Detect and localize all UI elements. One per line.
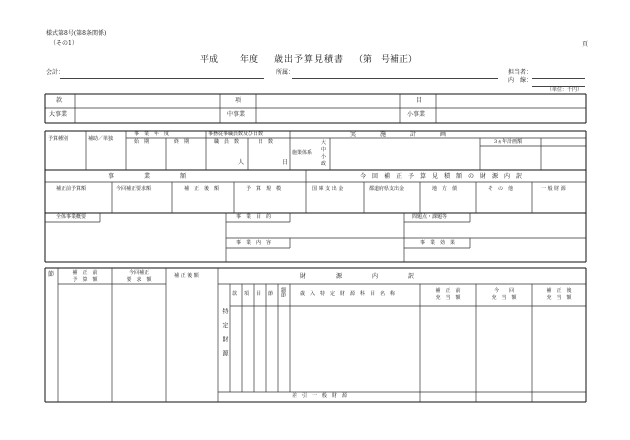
- title-supplement: （第 号補正）: [354, 55, 418, 65]
- chihousai-label: 地 方 債: [432, 186, 458, 192]
- jigyou-mokuteki-input[interactable]: [226, 222, 404, 238]
- hoseimae-yosan-label: 補 正 前 予 算 額: [72, 270, 98, 283]
- nin-unit: 人: [238, 159, 245, 166]
- kou-col-label: 項: [244, 291, 250, 297]
- yosan-kibo-label: 予 算 規 模: [246, 186, 282, 192]
- hoseimae-juutou-label: 補 正 前 充 当 額: [435, 288, 461, 301]
- kan-label: 款: [56, 97, 63, 104]
- unit-note: （単位：千円）: [547, 87, 583, 93]
- page-title: 歳出予算見積書: [274, 55, 345, 65]
- nichi-unit: 日: [282, 159, 289, 166]
- jigyou-kouka-label: 事 業 効 果: [420, 240, 456, 246]
- tokutei-zaigen-label: 特定財源: [221, 308, 228, 364]
- shiki-label: 始 期: [134, 139, 150, 145]
- konkai-yokyuu-label: 今回補正要求額: [116, 186, 152, 192]
- mondaiten-input[interactable]: [404, 222, 586, 238]
- hoseigo-label: 補 正 後 額: [184, 186, 220, 192]
- ippan-zaigen-label: 一 般 財 源: [541, 186, 566, 192]
- saisetsu-col-label: 細節: [280, 287, 286, 297]
- person-in-charge-label: 担当者：: [508, 69, 533, 76]
- hojo-tandoku-label: 補助／単独: [88, 136, 114, 142]
- zentai-gaiyou-input[interactable]: [45, 222, 226, 262]
- shou-jigyou-label: 小事業: [407, 111, 426, 118]
- jigyou-naiyou-input[interactable]: [226, 248, 404, 262]
- shuuki-label: 終 期: [174, 139, 190, 145]
- jigyou-naiyou-label: 事 業 内 容: [236, 240, 272, 246]
- shisetsu-taikei-label: 施策体系: [292, 150, 313, 156]
- kan-col-label: 款: [232, 291, 238, 297]
- kokko-label: 国 庫 支 出 金: [312, 186, 344, 192]
- nissuu-label: 日 数: [258, 139, 274, 145]
- accounting-label: 会計：: [46, 69, 65, 76]
- konkai-juutou-label: 今 回 充 当 額: [491, 288, 517, 301]
- konkai-zaigen-label: 今 回 補 正 予 算 見 積 額 の 財 源 内 訳: [360, 173, 523, 180]
- todoufuken-label: 都道府県支出金: [369, 186, 405, 192]
- zaigen-uchiwake-label: 財 源 内 訳: [300, 273, 415, 280]
- sonota-label: そ の 他: [488, 186, 514, 192]
- jisshi-keikaku-label: 実 施 計 画: [350, 131, 447, 138]
- staff-header-label: 事務従事職員数及び日数: [208, 131, 264, 137]
- extension-label: 内 線：: [508, 77, 533, 84]
- jigyou-nendo-label: 事 業 年 度: [134, 131, 170, 137]
- form-sub-number: （その1）: [50, 40, 78, 47]
- hoseimae-label: 補正前予算額: [56, 186, 87, 192]
- moku-label: 目: [416, 97, 423, 104]
- shou-jigyou-input[interactable]: [436, 108, 586, 123]
- sainyuu-tokutei-label: 歳 入 特 定 財 源 科 目 名 称: [300, 291, 396, 297]
- kan-input[interactable]: [75, 94, 220, 108]
- sashihiki-label: 差 引 一 般 財 源: [292, 393, 348, 399]
- hoseigo-juutou-label: 補 正 後 充 当 額: [546, 288, 572, 301]
- shokuin-suu-label: 職 員 数: [214, 139, 240, 145]
- zentai-gaiyou-label: 全体事業概要: [56, 214, 87, 220]
- jigyou-mokuteki-label: 事 業 目 的: [236, 214, 272, 220]
- sankanen-label: 3ヵ年計画額: [494, 139, 523, 145]
- mondaiten-label: 問題点・課題等: [412, 214, 448, 220]
- page-label: 頁: [582, 41, 589, 48]
- title-year: 年度: [240, 55, 259, 65]
- dai-jigyou-input[interactable]: [75, 108, 220, 123]
- jurisdiction-label: 所属：: [276, 69, 295, 76]
- title-era: 平成: [200, 55, 219, 65]
- chuu-jigyou-label: 中事業: [227, 111, 246, 118]
- shou-label: 小: [321, 154, 327, 160]
- hoseigo-gaku-label: 補 正 後 額: [174, 273, 199, 279]
- form-number: 様式第8号(第8条関係): [46, 30, 107, 37]
- dai-jigyou-label: 大事業: [49, 111, 68, 118]
- kou-label: 項: [235, 97, 242, 104]
- konkai-hosei-yokyuu-label: 今回補正 要 求 額: [126, 270, 152, 283]
- moku-col-label: 目: [256, 291, 262, 297]
- moku-input[interactable]: [436, 94, 586, 108]
- jigyou-kouka-input[interactable]: [404, 248, 586, 262]
- jigyou-gaku-label: 事 業 額: [108, 173, 187, 180]
- setsu-col-label: 節: [268, 291, 274, 297]
- yosan-shubetsu-label: 予算種別: [48, 136, 69, 142]
- shisaku-label: 政: [321, 161, 327, 167]
- dai-label: 大: [321, 140, 327, 146]
- setsu-label: 節: [48, 271, 55, 278]
- kou-input[interactable]: [256, 94, 400, 108]
- chuu-jigyou-input[interactable]: [256, 108, 400, 123]
- chuu-label: 中: [321, 147, 327, 153]
